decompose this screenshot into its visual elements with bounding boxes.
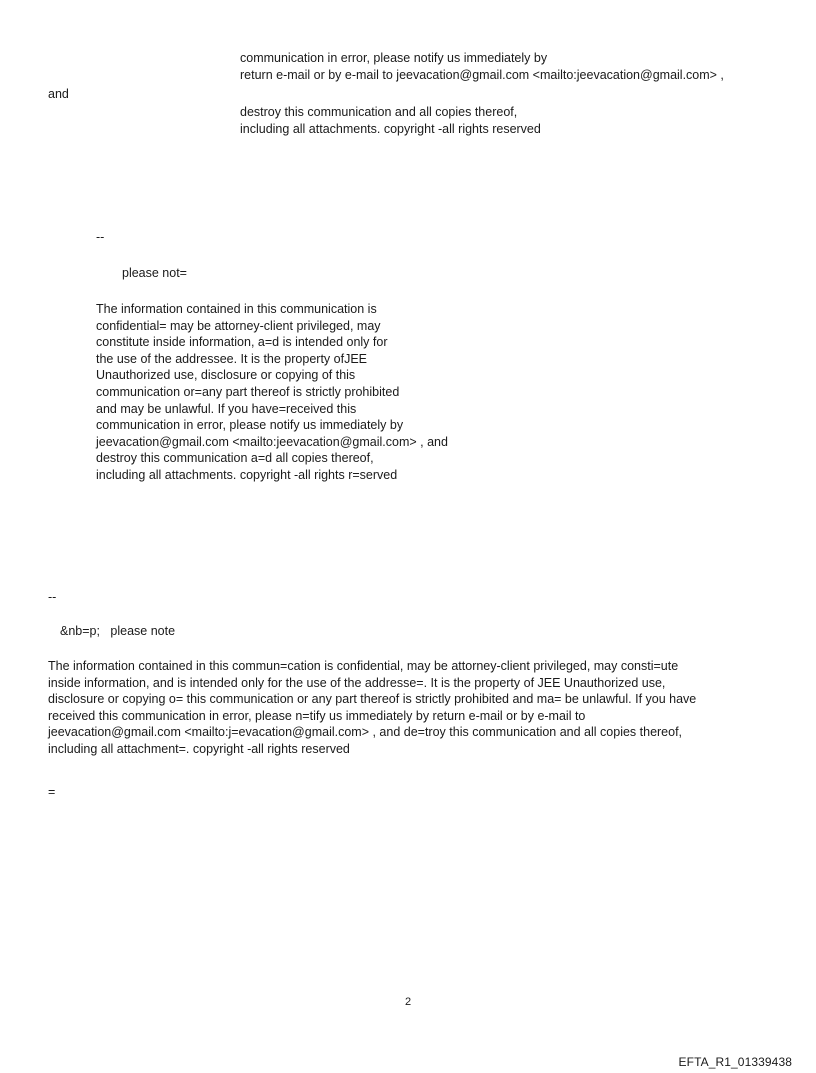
- text-line: constitute inside information, a=d is intended only for: [96, 335, 388, 350]
- text-line: The information contained in this communication is: [96, 302, 377, 316]
- please-note-heading: please not=: [122, 266, 187, 280]
- text-line: destroy this communication a=d all copies thereof,: [96, 451, 374, 466]
- separator-dashes: --: [48, 590, 57, 604]
- text-line: including all attachments. copyright -all rights reserved: [240, 121, 541, 136]
- equals-sign: =: [48, 785, 56, 799]
- text-line: including all attachment=. copyright -all rights reserved: [48, 741, 350, 756]
- section3-body: [48, 658, 696, 758]
- text-line: inside information, and is intended only for the use of the addresse=. It is the property of JEE Unauthorized use,: [48, 675, 666, 690]
- and-word: and: [48, 87, 69, 101]
- text-line: jeevacation@gmail.com <mailto:jeevacation@gmail.com> , and: [96, 434, 448, 449]
- text-line: including all attachments. copyright -all rights r=served: [96, 467, 398, 482]
- section1-top-lines: [240, 50, 724, 83]
- separator-dashes: --: [96, 230, 105, 244]
- text-line: communication in error, please notify us immediately by: [96, 418, 404, 433]
- text-line: jeevacation@gmail.com <mailto:j=evacation@gmail.com> , and de=troy this communication and all copies thereof,: [48, 725, 683, 740]
- section1-bottom-lines: [240, 104, 541, 137]
- text-line: communication in error, please notify us immediately by: [240, 51, 548, 65]
- text-line: The information contained in this commun=cation is confidential, may be attorney-client privileged, may consti=ute: [48, 659, 679, 673]
- text-line: confidential= may be attorney-client privileged, may: [96, 318, 381, 333]
- text-line: disclosure or copying o= this communication or any part thereof is strictly prohibited and ma= be unlawful. If you have: [48, 692, 697, 707]
- text-line: and may be unlawful. If you have=received this: [96, 401, 357, 416]
- text-line: communication or=any part thereof is strictly prohibited: [96, 384, 400, 399]
- document-id: EFTA_R1_01339438: [678, 1055, 792, 1069]
- please-note-heading: &nb=p; please note: [60, 624, 176, 638]
- text-line: the use of the addressee. It is the property ofJEE: [96, 351, 367, 366]
- text-line: Unauthorized use, disclosure or copying of this: [96, 368, 356, 383]
- section2-body: [96, 301, 448, 484]
- text-line: received this communication in error, please n=tify us immediately by return e-mail or by e-mail to: [48, 708, 586, 723]
- text-line: destroy this communication and all copies thereof,: [240, 105, 518, 119]
- text-line: return e-mail or by e-mail to jeevacation@gmail.com <mailto:jeevacation@gmail.com> ,: [240, 67, 724, 82]
- page-number: 2: [404, 996, 412, 1008]
